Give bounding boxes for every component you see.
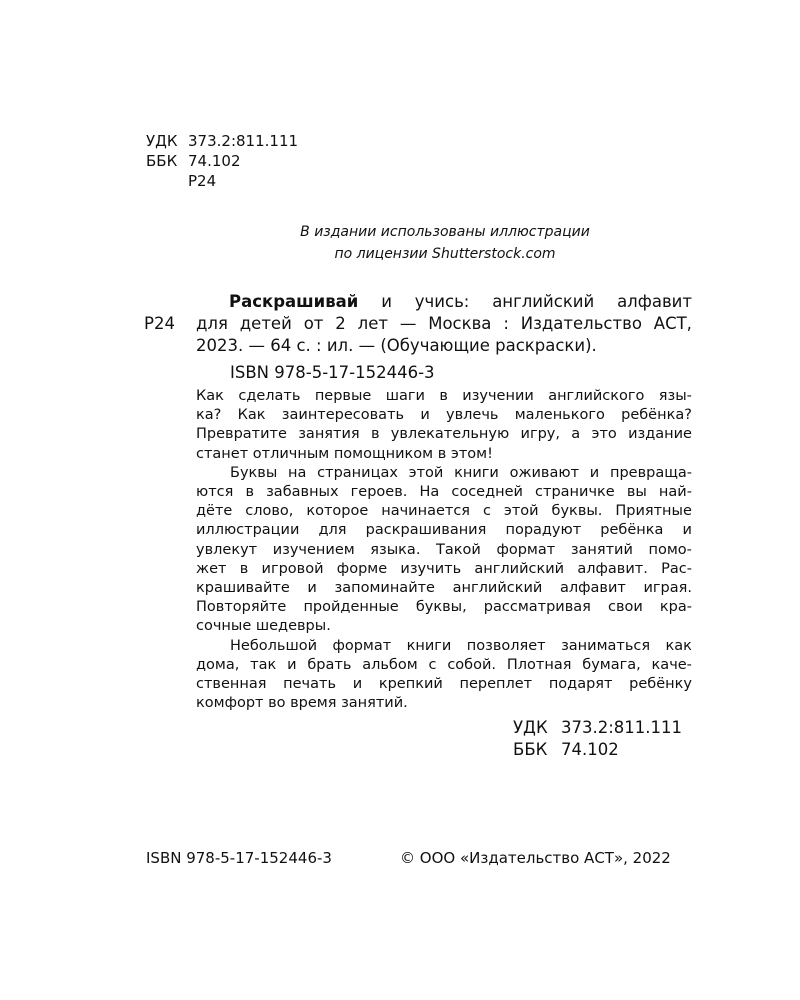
annotation-word: буквы,: [415, 599, 467, 616]
biblio-line-1-word: и: [381, 292, 392, 311]
annotation-word: изучении: [462, 388, 534, 404]
annotation-word: дома,: [196, 656, 240, 673]
annotation-word: маленького: [514, 407, 605, 424]
annotation-line: [196, 656, 692, 675]
annotation-word: с: [428, 656, 437, 673]
annotation-word: жет: [196, 560, 227, 577]
annotation-word: собой.: [447, 656, 497, 673]
annotation: [196, 387, 692, 713]
annotation-word: в: [370, 426, 380, 443]
annotation-word: которое: [306, 503, 369, 520]
annotation-word: героев.: [350, 484, 408, 501]
annotation-word: ребёнка?: [621, 407, 692, 424]
annotation-word: это: [591, 426, 617, 443]
bibliographic-record: [144, 291, 692, 357]
annotation-word: английский: [474, 560, 565, 577]
annotation-word: английский: [452, 580, 543, 597]
annotation-line: [196, 617, 692, 636]
annotation-word: кра-: [659, 599, 692, 616]
footer-copyright: © ООО «Издательство АСТ», 2022: [400, 849, 671, 867]
annotation-line: [196, 483, 692, 502]
annotation-word: занятий: [570, 541, 633, 558]
annotation-word: страничке: [535, 484, 615, 501]
annotation-word: помо-: [648, 541, 692, 558]
annotation-word: так: [250, 656, 277, 673]
annotation-word: формат: [496, 541, 556, 558]
annotation-word: начинается: [381, 503, 471, 520]
annotation-word: подарят: [548, 676, 613, 693]
annotation-word: комфорт во время занятий.: [196, 695, 408, 712]
classification-codes: [146, 131, 298, 191]
annotation-word: бумага,: [582, 656, 641, 673]
biblio-line-1-word: учись:: [414, 292, 470, 311]
annotation-word: и: [307, 580, 317, 597]
annotation-line: [196, 406, 692, 425]
credit-line-2: по лицензии Shutterstock.com: [334, 246, 556, 262]
annotation-word: раскрашивания: [365, 522, 487, 539]
biblio-line-2: [196, 313, 692, 335]
annotation-word: Рас-: [661, 560, 692, 577]
annotation-word: изучить: [400, 560, 462, 577]
bbk-row-bottom: [513, 739, 682, 761]
annotation-word: печать: [283, 676, 337, 693]
bbk-row: [146, 151, 298, 171]
bbk-value: 74.102: [188, 152, 241, 170]
annotation-line: [196, 464, 692, 483]
annotation-word: как: [665, 637, 692, 654]
annotation-line: [196, 445, 692, 464]
annotation-word: форме: [336, 560, 388, 577]
annotation-word: иллюстрации: [196, 522, 300, 539]
biblio-line-2-word: :: [503, 314, 509, 333]
annotation-word: брать: [307, 656, 352, 673]
annotation-word: формат: [332, 637, 392, 654]
annotation-word: Повторяйте: [196, 599, 287, 616]
annotation-word: сделать: [238, 388, 301, 404]
annotation-word: вы: [626, 484, 647, 501]
annotation-word: слово,: [245, 503, 294, 520]
udk-label: УДК: [146, 132, 178, 150]
bbk-label-bottom: ББК: [513, 740, 548, 759]
annotation-word: ются: [196, 484, 234, 501]
annotation-word: Как: [196, 388, 224, 404]
biblio-line-1: [196, 291, 692, 313]
bbk-value-bottom: 74.102: [561, 740, 619, 759]
annotation-word: алфавит: [559, 580, 626, 597]
classification-codes-bottom: [513, 717, 682, 761]
annotation-word: свои: [607, 599, 643, 616]
annotation-word: заинтересовать: [281, 407, 405, 424]
author-mark: Р24: [188, 172, 217, 190]
annotation-word: най-: [658, 484, 692, 501]
annotation-line: [196, 579, 692, 598]
author-mark-row: [146, 171, 298, 191]
annotation-word: алфавит.: [577, 560, 648, 577]
annotation-word: этой: [503, 503, 539, 520]
annotation-word: крашивайте: [196, 580, 290, 597]
biblio-line-2-word: от: [303, 314, 324, 333]
annotation-word: английского: [548, 388, 645, 404]
annotation-word: ственная: [196, 676, 267, 693]
annotation-word: забавных: [266, 484, 339, 501]
annotation-line: [196, 425, 692, 444]
annotation-word: альбом: [362, 656, 418, 673]
annotation-word: для: [318, 522, 347, 539]
annotation-word: и: [420, 407, 430, 424]
biblio-line-2-word: 2: [335, 314, 346, 333]
annotation-word: сочные шедевры.: [196, 618, 331, 635]
annotation-word: Плотная: [506, 656, 572, 673]
udk-row: [146, 131, 298, 151]
annotation-word: буквы.: [551, 503, 603, 520]
annotation-word: переплет: [459, 676, 533, 693]
annotation-word: ребёнка: [600, 522, 664, 539]
annotation-line: [196, 521, 692, 540]
biblio-line-2-word: Издательство: [520, 314, 642, 333]
annotation-line: [196, 502, 692, 521]
annotation-word: соседней: [451, 484, 523, 501]
biblio-line-2-word: —: [399, 314, 417, 333]
annotation-word: шаги: [385, 388, 425, 404]
biblio-author-mark: Р24: [144, 314, 175, 333]
annotation-word: станет отличным помощником в этом!: [196, 445, 493, 462]
credit-line-1: В издании использованы иллюстрации: [300, 224, 590, 240]
annotation-word: ребёнку: [629, 676, 692, 693]
isbn: ISBN 978-5-17-152446-3: [230, 363, 435, 382]
illustration-credit: [200, 221, 690, 265]
annotation-word: и: [287, 656, 297, 673]
annotation-word: в: [245, 484, 254, 501]
annotation-word: и: [589, 464, 600, 481]
annotation-word: увлечь: [446, 407, 499, 424]
udk-label-bottom: УДК: [513, 718, 548, 737]
annotation-word: Буквы: [230, 464, 278, 481]
annotation-word: ка?: [196, 407, 222, 424]
annotation-word: страницах: [317, 464, 398, 481]
annotation-word: в: [439, 388, 448, 404]
biblio-line-2-word: Москва: [428, 314, 492, 333]
annotation-word: превраща-: [609, 464, 692, 481]
annotation-word: Как: [237, 407, 266, 424]
annotation-word: порадуют: [505, 522, 582, 539]
annotation-word: изучением: [272, 541, 355, 558]
annotation-line: [196, 387, 692, 406]
biblio-line-1-word: английский: [492, 292, 595, 311]
annotation-word: Небольшой: [230, 637, 318, 654]
annotation-word: игровой: [261, 560, 324, 577]
annotation-word: и: [352, 676, 363, 693]
annotation-word: с: [482, 503, 491, 520]
annotation-line: [196, 675, 692, 694]
annotation-word: Приятные: [615, 503, 692, 520]
annotation-word: крепкий: [378, 676, 443, 693]
biblio-line-2-word: детей: [239, 314, 292, 333]
biblio-line-1-word: алфавит: [617, 292, 692, 311]
annotation-word: игру,: [520, 426, 560, 443]
annotation-word: играя.: [643, 580, 692, 597]
annotation-word: оживают: [509, 464, 580, 481]
annotation-line: [196, 694, 692, 713]
annotation-word: запоминайте: [334, 580, 435, 597]
annotation-line: [196, 560, 692, 579]
udk-value: 373.2:811.111: [188, 132, 299, 150]
annotation-word: книги: [406, 637, 452, 654]
annotation-word: На: [419, 484, 440, 501]
udk-value-bottom: 373.2:811.111: [561, 718, 683, 737]
annotation-word: заниматься: [561, 637, 651, 654]
footer-isbn: ISBN 978-5-17-152446-3: [146, 849, 332, 867]
annotation-word: и: [682, 522, 692, 539]
biblio-line-2-word: для: [196, 314, 228, 333]
annotation-word: первые: [314, 388, 372, 404]
annotation-word: язы-: [658, 388, 692, 404]
bbk-label: ББК: [146, 152, 178, 170]
annotation-line: [196, 598, 692, 617]
annotation-word: этой: [408, 464, 444, 481]
annotation-word: рассматривая: [483, 599, 591, 616]
annotation-word: каче-: [651, 656, 692, 673]
book-title: Раскрашивай: [229, 292, 359, 311]
udk-row-bottom: [513, 717, 682, 739]
annotation-word: языка.: [370, 541, 421, 558]
biblio-line-3: 2023. — 64 с. : ил. — (Обучающие раскраски).: [196, 336, 597, 355]
annotation-word: издание: [628, 426, 692, 443]
annotation-word: Превратите: [196, 426, 287, 443]
annotation-word: дёте: [196, 503, 233, 520]
biblio-line-2-word: лет: [357, 314, 388, 333]
biblio-line-2-word: АСТ,: [653, 314, 692, 333]
annotation-line: [196, 541, 692, 560]
annotation-word: в: [239, 560, 249, 577]
annotation-word: занятия: [298, 426, 360, 443]
annotation-word: Такой: [436, 541, 481, 558]
annotation-word: а: [571, 426, 581, 443]
annotation-word: увлекательную: [390, 426, 510, 443]
annotation-word: на: [288, 464, 307, 481]
annotation-word: увлекут: [196, 541, 258, 558]
annotation-word: позволяет: [466, 637, 546, 654]
annotation-word: книги: [454, 464, 499, 481]
annotation-word: пройденные: [303, 599, 399, 616]
annotation-line: [196, 637, 692, 656]
